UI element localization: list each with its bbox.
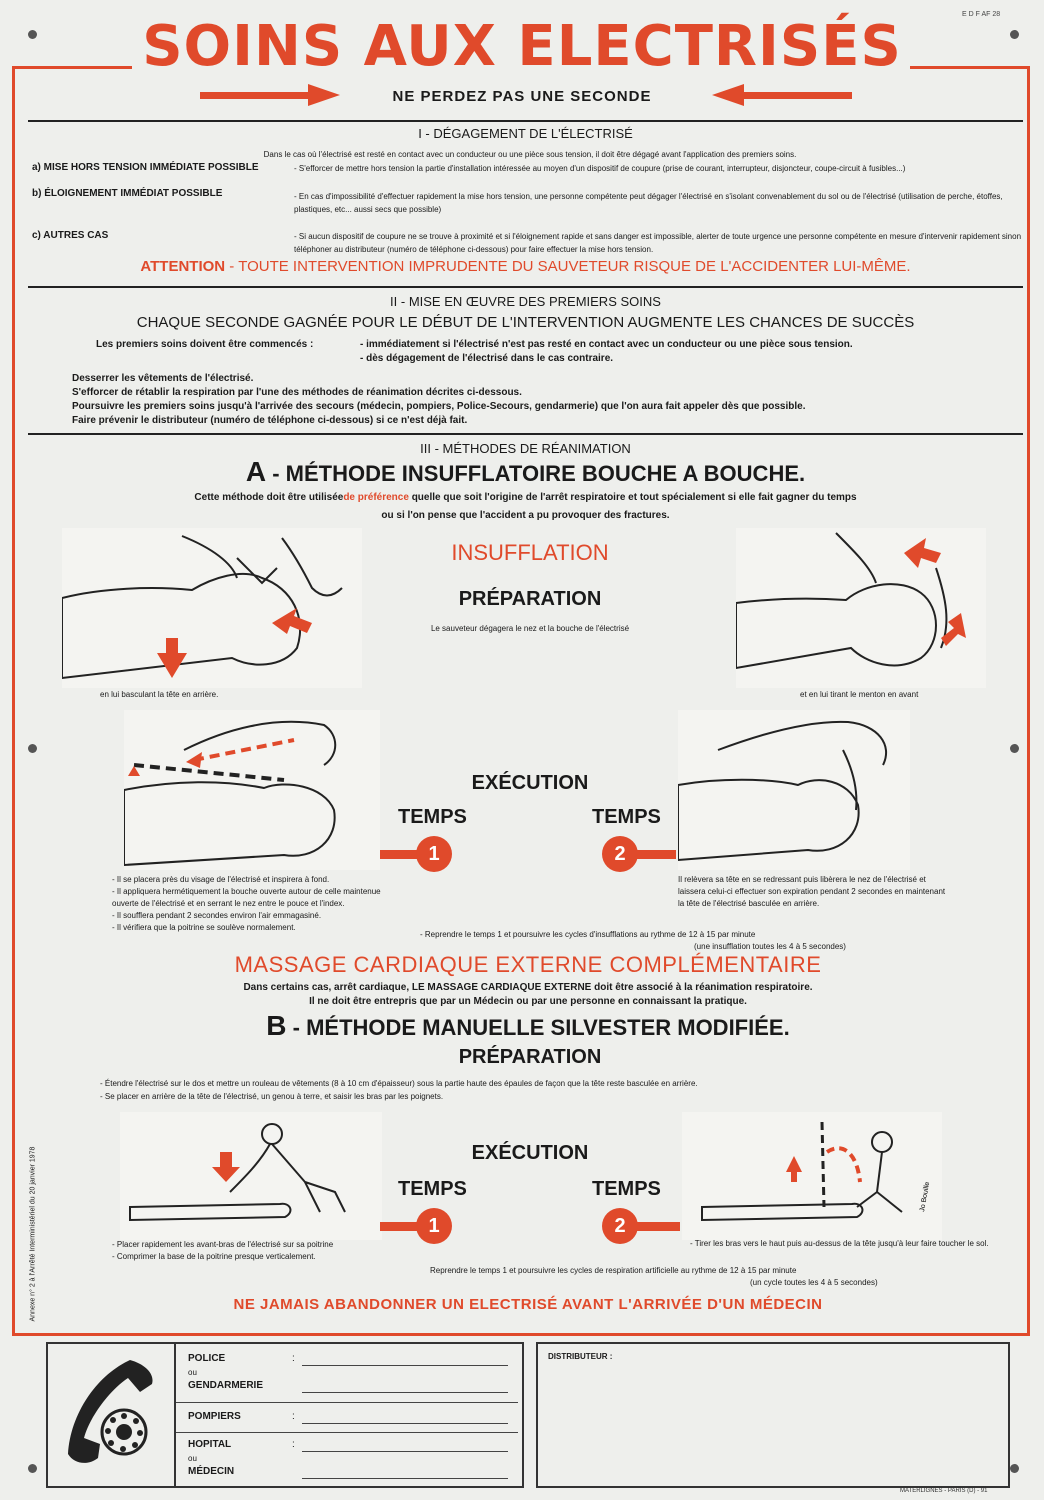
arrow-left-icon bbox=[712, 84, 852, 106]
execution-label-b: EXÉCUTION bbox=[471, 1142, 589, 1164]
section2-line2-text: - dès dégagement de l'électrisé dans le cas contraire. bbox=[360, 353, 614, 364]
section1-b-label: b) ÉLOIGNEMENT IMMÉDIAT POSSIBLE bbox=[32, 188, 223, 199]
telephone-icon bbox=[60, 1356, 160, 1470]
temps-1-instructions-a bbox=[112, 874, 384, 934]
section1-c-label: c) AUTRES CAS bbox=[32, 230, 109, 241]
mount-hole bbox=[1010, 30, 1019, 39]
phone-line-medecin bbox=[302, 1478, 508, 1479]
repeat-b-line2: (un cycle toutes les 4 à 5 secondes) bbox=[750, 1278, 878, 1287]
method-b-title: - MÉTHODE MANUELLE SILVESTER MODIFIÉE. bbox=[292, 1015, 790, 1040]
arrow-right-icon bbox=[200, 84, 340, 106]
phone-line-hopital bbox=[302, 1451, 508, 1452]
illustration-silvester-step2 bbox=[682, 1112, 942, 1240]
red-frame-top-left bbox=[12, 66, 132, 69]
label-gendarmerie: GENDARMERIE bbox=[188, 1380, 264, 1391]
temps-2-label-b: TEMPS bbox=[592, 1178, 661, 1200]
method-b-prep-1: - Étendre l'électrisé sur le dos et mettre un rouleau de vêtements (8 à 10 cm d'épaisseur) sous la partie haute des épaules de façon que la tête reste basculée en arrière. bbox=[100, 1079, 698, 1088]
massage-title: MASSAGE CARDIAQUE EXTERNE COMPLÉMENTAIRE bbox=[234, 952, 822, 977]
attention-text: - TOUTE INTERVENTION IMPRUDENTE DU SAUVETEUR RISQUE DE L'ACCIDENTER LUI-MÊME. bbox=[229, 258, 911, 275]
temps-1-item: - Il soufflera pendant 2 secondes environ l'air emmagasiné. bbox=[112, 911, 322, 920]
method-a-desc1-red: de préférence bbox=[343, 492, 409, 503]
legal-side-note: Annexe n° 2 à l'Arrêté Interministériel du 20 janvier 1978 bbox=[29, 1146, 37, 1322]
preparation-label-b: PRÉPARATION bbox=[458, 1046, 602, 1068]
mount-hole bbox=[28, 744, 37, 753]
method-b-temps-2: - Tirer les bras vers le haut puis au-dessus de la tête jusqu'à leur faire toucher le sol. bbox=[690, 1239, 989, 1248]
illustration-chin-lift bbox=[736, 528, 986, 688]
temps-2-bar-a bbox=[634, 850, 676, 859]
label-medecin: MÉDECIN bbox=[188, 1466, 235, 1477]
massage-text-2: Il ne doit être entrepris que par un Médecin ou par une personne en connaissant la pratique. bbox=[309, 996, 747, 1007]
attention-word: ATTENTION bbox=[140, 258, 226, 275]
caption-chin-lift: et en lui tirant le menton en avant bbox=[800, 690, 919, 699]
red-frame-bottom bbox=[12, 1333, 1030, 1336]
section1-a-text: - S'efforcer de mettre hors tension la partie d'installation intéressée au moyen d'un dispositif de coupure (prise de courant, interrupteur, disjoncteur, coupe-circuit à fusibles...) bbox=[294, 164, 906, 173]
section2-p2: S'efforcer de rétablir la respiration par l'une des méthodes de réanimation décrites ci-dessous. bbox=[72, 387, 522, 398]
caption-head-tilt: en lui basculant la tête en arrière. bbox=[100, 690, 219, 699]
temps-1-item: - Il se placera près du visage de l'électrisé et inspirera à fond. bbox=[112, 875, 330, 884]
colon: : bbox=[292, 1439, 295, 1450]
section2-p1: Desserrer les vêtements de l'électrisé. bbox=[72, 373, 254, 384]
mount-hole bbox=[28, 30, 37, 39]
temps-1-badge-b: 1 bbox=[416, 1208, 452, 1244]
printer-credit: MATERLIGNES - PARIS (D) - 91 bbox=[900, 1488, 988, 1494]
method-b-title-line bbox=[28, 1010, 1028, 1042]
attention-line bbox=[28, 258, 1023, 275]
mount-hole bbox=[28, 1464, 37, 1473]
preparation-label-a: PRÉPARATION bbox=[458, 588, 602, 610]
section-line bbox=[176, 1432, 518, 1433]
method-b-prep-2: - Se placer en arrière de la tête de l'électrisé, un genou à terre, et saisir les bras par les poignets. bbox=[100, 1092, 444, 1101]
red-frame-right bbox=[1027, 66, 1030, 1336]
temps-1-label-b: TEMPS bbox=[398, 1178, 467, 1200]
label-distributeur: DISTRIBUTEUR : bbox=[548, 1352, 613, 1361]
illustration-head-tilt bbox=[62, 528, 362, 688]
repeat-a-line2: (une insufflation toutes les 4 à 5 secondes) bbox=[694, 942, 846, 951]
divider bbox=[28, 433, 1023, 435]
massage-text-1: Dans certains cas, arrêt cardiaque, LE MASSAGE CARDIAQUE EXTERNE doit être associé à la réanimation respiratoire. bbox=[243, 982, 813, 993]
section2-line1-text: - immédiatement si l'électrisé n'est pas resté en contact avec un conducteur ou une pièce sous tension. bbox=[360, 339, 853, 350]
red-frame-left bbox=[12, 66, 15, 1336]
section3-heading: III - MÉTHODES DE RÉANIMATION bbox=[420, 441, 631, 456]
section2-p4: Faire prévenir le distributeur (numéro de téléphone ci-dessous) si ce n'est déjà fait. bbox=[72, 415, 468, 426]
poster-title: SOINS AUX ELECTRISÉS bbox=[142, 14, 902, 79]
colon: : bbox=[292, 1411, 295, 1422]
label-police: POLICE bbox=[188, 1353, 226, 1364]
temps-2-bar-b bbox=[634, 1222, 680, 1231]
illustrator-signature: Jo Bouille bbox=[919, 1181, 932, 1213]
method-b-temps-1-line1: - Placer rapidement les avant-bras de l'électrisé sur sa poitrine bbox=[112, 1240, 334, 1249]
mount-hole bbox=[1010, 744, 1019, 753]
temps-2-label-a: TEMPS bbox=[592, 806, 661, 828]
temps-2-badge-a: 2 bbox=[602, 836, 638, 872]
phone-line-police bbox=[302, 1365, 508, 1366]
section2-heading: II - MISE EN ŒUVRE DES PREMIERS SOINS bbox=[390, 294, 661, 309]
red-frame-top-right bbox=[910, 66, 1030, 69]
divider bbox=[28, 120, 1023, 122]
temps-1-bar-a bbox=[380, 850, 420, 859]
distributor-box bbox=[536, 1342, 1010, 1488]
label-hopital: HOPITAL bbox=[188, 1439, 232, 1450]
insufflation-label: INSUFFLATION bbox=[451, 540, 609, 565]
temps-1-item: - Il vérifiera que la poitrine se soulève normalement. bbox=[112, 923, 296, 932]
colon: : bbox=[292, 1353, 295, 1364]
section1-b-text: - En cas d'impossibilité d'effectuer rapidement la mise hors tension, une personne compétente peut dégager l'électrisé en s'isolant convenablement du sol ou de l'électrisé (utilisation de perche, étoffes, plastiques, etc... aussi secs que possible) bbox=[294, 192, 1003, 214]
method-a-title: - MÉTHODE INSUFFLATOIRE BOUCHE A BOUCHE. bbox=[272, 461, 806, 486]
section2-subheading: CHAQUE SECONDE GAGNÉE POUR LE DÉBUT DE L'INTERVENTION AUGMENTE LES CHANCES DE SUCCÈS bbox=[136, 314, 915, 331]
method-a-title-line bbox=[28, 456, 1023, 488]
method-a-desc1-pre: Cette méthode doit être utilisée bbox=[194, 492, 344, 503]
label-ou: ou bbox=[188, 1454, 197, 1463]
phone-line-gendarmerie bbox=[302, 1392, 508, 1393]
section1-c-text: - Si aucun dispositif de coupure ne se trouve à proximité et si l'éloignement rapide et sans danger est impossible, alerter de toute urgence une personne compétente en mesure d'intervenir rapidement sinon téléphoner au distributeur (numéro de téléphone ci-dessous) pour faire effectuer la mise hors tension. bbox=[294, 232, 1022, 254]
method-a-letter: A bbox=[245, 456, 267, 487]
temps-2-badge-b: 2 bbox=[602, 1208, 638, 1244]
never-abandon-warning: NE JAMAIS ABANDONNER UN ELECTRISÉ AVANT L'ARRIVÉE D'UN MÉDECIN bbox=[233, 1296, 823, 1313]
section-line bbox=[176, 1402, 518, 1403]
method-a-desc2: ou si l'on pense que l'accident a pu provoquer des fractures. bbox=[381, 510, 670, 521]
method-b-temps-1-line2: - Comprimer la base de la poitrine presque verticalement. bbox=[112, 1252, 316, 1261]
divider bbox=[28, 286, 1023, 288]
section2-line1-label: Les premiers soins doivent être commencés : bbox=[96, 339, 314, 350]
temps-1-badge-a: 1 bbox=[416, 836, 452, 872]
repeat-a-line1: - Reprendre le temps 1 et poursuivre les cycles d'insufflations au rythme de 12 à 15 par minute bbox=[420, 930, 756, 939]
temps-1-bar-b bbox=[380, 1222, 420, 1231]
temps-2-instructions-a: Il relèvera sa tête en se redressant puis libèrera le nez de l'électrisé et laissera celui-ci effectuer son expiration pendant 2 secondes en maintenant la tête de l'électrisé basculée en arrière. bbox=[678, 875, 946, 908]
method-a-desc1 bbox=[28, 492, 1023, 503]
subtitle: NE PERDEZ PAS UNE SECONDE bbox=[392, 88, 652, 105]
illustration-mouth-to-mouth-step2 bbox=[678, 710, 910, 870]
section2-p3: Poursuivre les premiers soins jusqu'à l'arrivée des secours (médecin, pompiers, Police-Secours, gendarmerie) que l'on aura fait appeler dès que possible. bbox=[72, 401, 806, 412]
method-a-desc1-post: quelle que soit l'origine de l'arrêt respiratoire et tout spécialement si elle fait gagner du temps bbox=[411, 492, 857, 503]
phone-line-pompiers bbox=[302, 1423, 508, 1424]
mount-hole bbox=[1010, 1464, 1019, 1473]
label-ou: ou bbox=[188, 1368, 197, 1377]
execution-label-a: EXÉCUTION bbox=[471, 772, 589, 794]
section1-intro: Dans le cas où l'électrisé est resté en contact avec un conducteur ou une pièce sous tension, il doit être dégagé avant l'application des premiers soins. bbox=[263, 150, 797, 159]
repeat-b-line1: Reprendre le temps 1 et poursuivre les cycles de respiration artificielle au rythme de 12 à 15 par minute bbox=[430, 1266, 797, 1275]
preparation-text-a: Le sauveteur dégagera le nez et la bouche de l'électrisé bbox=[430, 624, 630, 633]
method-b-letter: B bbox=[266, 1010, 287, 1041]
reference-code: E D F AF 28 bbox=[962, 11, 1001, 18]
temps-1-item: - Il appliquera hermétiquement la bouche ouverte autour de celle maintenue ouverte de l'électrisé et en serrant le nez entre le pouce et l'index. bbox=[112, 887, 381, 908]
section1-heading: I - DÉGAGEMENT DE L'ÉLECTRISÉ bbox=[418, 126, 633, 141]
section1-a-label: a) MISE HORS TENSION IMMÉDIATE POSSIBLE bbox=[32, 162, 259, 173]
illustration-silvester-step1 bbox=[120, 1112, 382, 1240]
temps-1-label-a: TEMPS bbox=[398, 806, 467, 828]
illustration-mouth-to-mouth-step1 bbox=[124, 710, 380, 870]
label-pompiers: POMPIERS bbox=[188, 1411, 241, 1422]
